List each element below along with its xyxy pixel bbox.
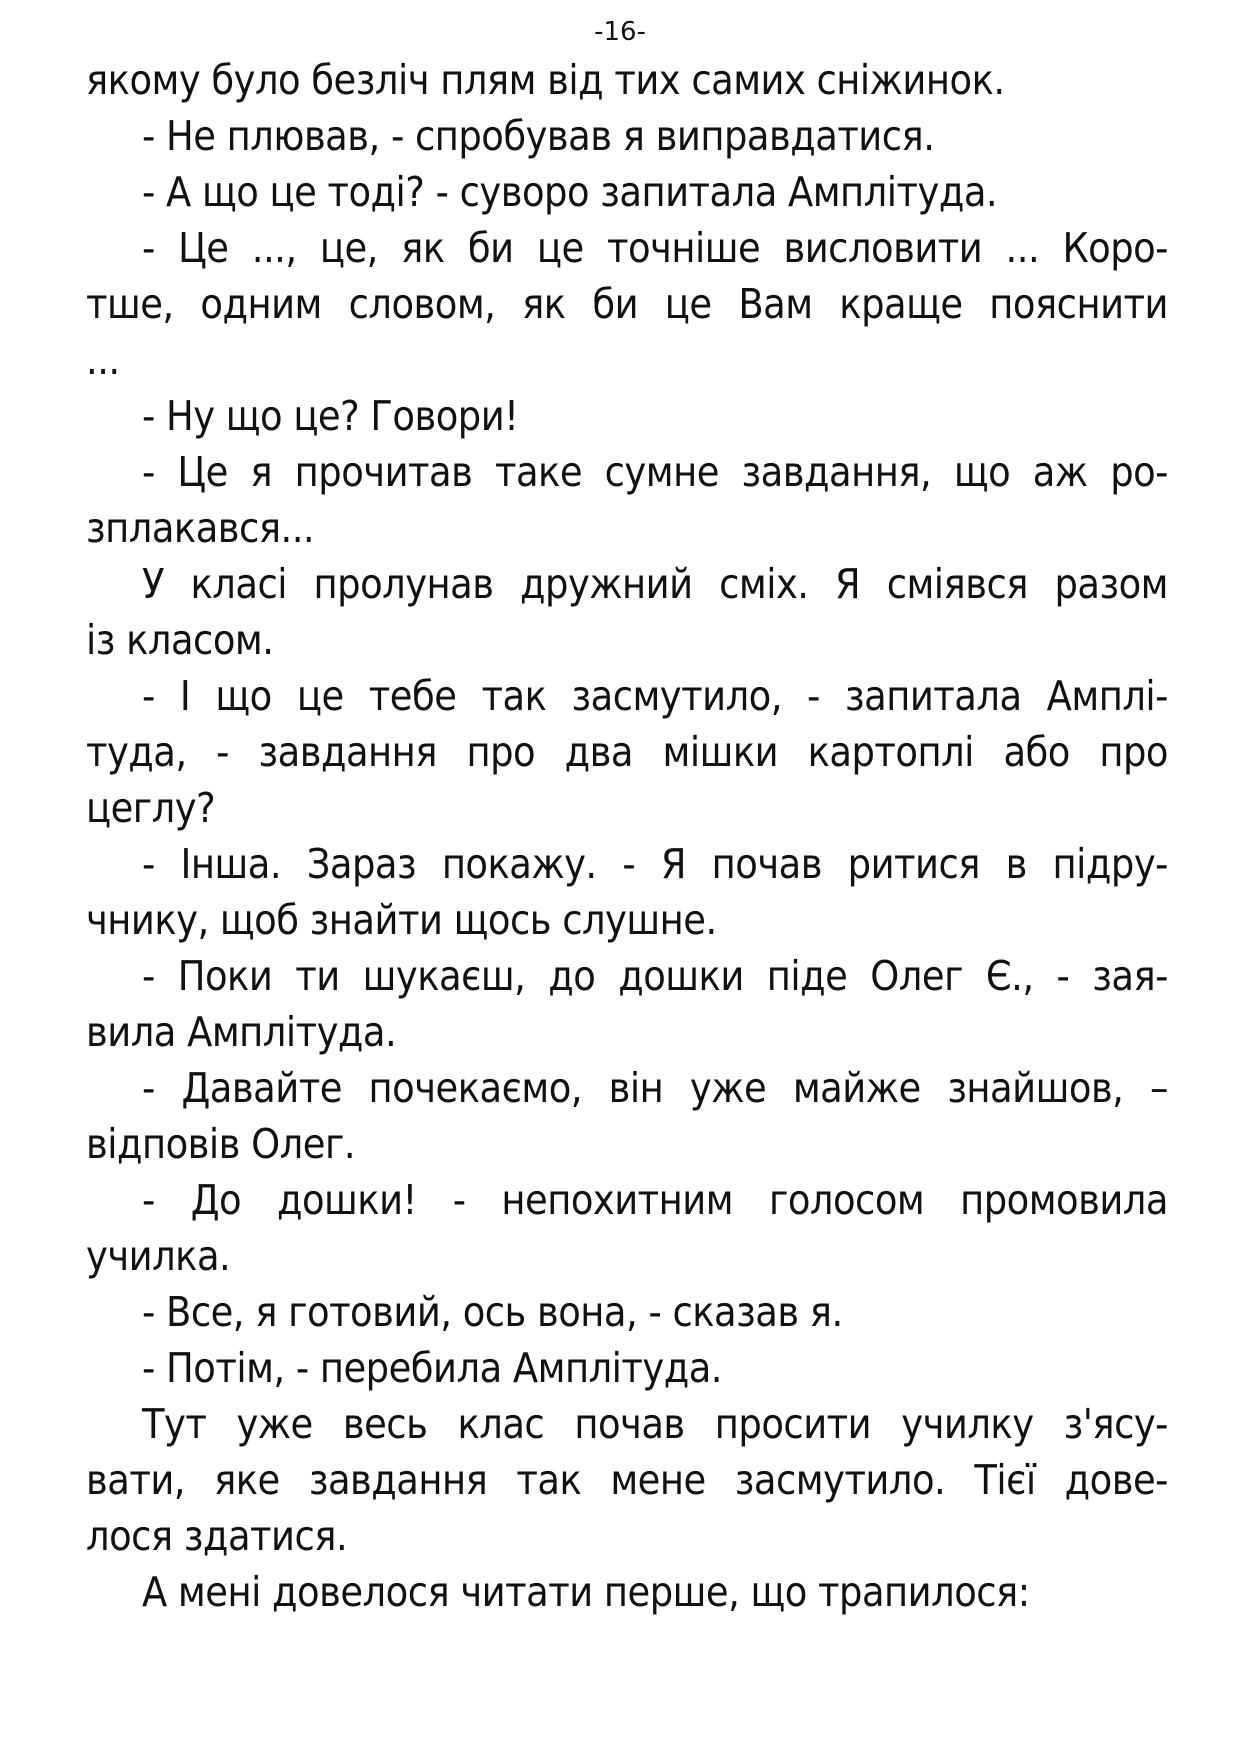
text-line: - Це ..., це, як би це точніше висловити ... Коро- bbox=[142, 224, 1168, 272]
text-line: вила Амплітуда. bbox=[86, 1008, 397, 1056]
text-line: - До дошки! - непохитним голосом промовила bbox=[142, 1176, 1168, 1224]
text-line: відповів Олег. bbox=[86, 1120, 356, 1168]
text-line: цеглу? bbox=[86, 784, 216, 832]
text-line: із класом. bbox=[86, 616, 274, 664]
text-line: - Все, я готовий, ось вона, - сказав я. bbox=[142, 1288, 843, 1336]
body-text bbox=[86, 52, 1168, 1620]
text-line: лося здатися. bbox=[86, 1512, 348, 1560]
text-line: туда, - завдання про два мішки картоплі або про bbox=[86, 728, 1168, 776]
text-line: - Ну що це? Говори! bbox=[142, 392, 519, 440]
text-line: Тут уже весь клас почав просити училку з'ясу- bbox=[142, 1400, 1168, 1448]
text-line: - Потім, - перебила Амплітуда. bbox=[142, 1344, 723, 1392]
text-line: чнику, щоб знайти щось слушне. bbox=[86, 896, 717, 944]
text-line: У класі пролунав дружний сміх. Я сміявся разом bbox=[142, 560, 1168, 608]
text-line: зплакався... bbox=[86, 504, 315, 552]
text-line: А мені довелося читати перше, що трапилося: bbox=[142, 1568, 1030, 1616]
text-line: - Інша. Зараз покажу. - Я почав ритися в підру- bbox=[142, 840, 1168, 888]
text-line: - Не плював, - спробував я виправдатися. bbox=[142, 112, 935, 160]
text-line: - І що це тебе так засмутило, - запитала Амплі- bbox=[142, 672, 1168, 720]
text-line: - А що це тоді? - суворо запитала Амплітуда. bbox=[142, 168, 998, 216]
text-line: - Це я прочитав таке сумне завдання, що аж ро- bbox=[142, 448, 1168, 496]
text-line: - Давайте почекаємо, він уже майже знайшов, – bbox=[142, 1064, 1168, 1112]
page-number: -16- bbox=[594, 17, 646, 47]
text-line: ... bbox=[86, 336, 120, 384]
text-line: вати, яке завдання так мене засмутило. Тієї дове- bbox=[86, 1456, 1168, 1504]
text-line: училка. bbox=[86, 1232, 231, 1280]
text-line: тше, одним словом, як би це Вам краще пояснити bbox=[86, 280, 1168, 328]
text-line: - Поки ти шукаєш, до дошки піде Олег Є., - зая- bbox=[142, 952, 1168, 1000]
text-line: якому було безліч плям від тих самих сніжинок. bbox=[86, 56, 1005, 104]
